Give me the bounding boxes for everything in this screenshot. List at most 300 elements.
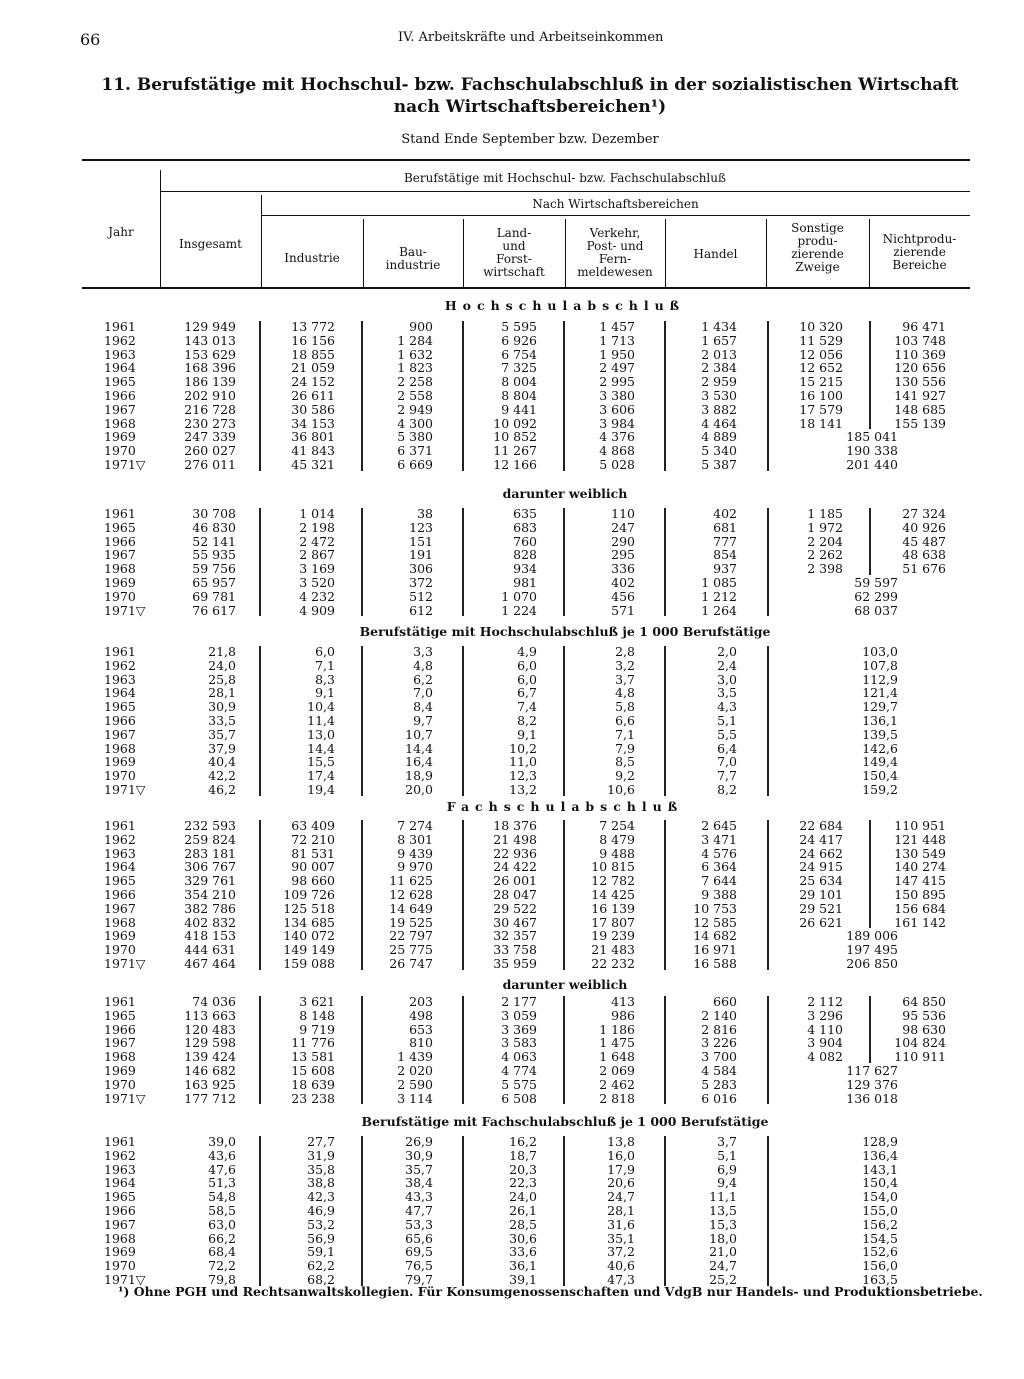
- table-cell: 146 682: [184, 1063, 236, 1078]
- table-cell: 139 424: [184, 1049, 236, 1065]
- table-cell: 43,3: [405, 1189, 433, 1205]
- table-cell: 1 457: [599, 319, 635, 334]
- header-jahr: Jahr: [108, 225, 134, 239]
- row-year: 1967: [104, 726, 136, 742]
- table-cell: 177 712: [184, 1090, 236, 1106]
- table-cell: 6,2: [413, 671, 433, 687]
- table-cell: 8 804: [501, 388, 537, 403]
- table-cell: 63 409: [291, 818, 335, 833]
- table-cell: 8 301: [397, 831, 433, 847]
- table-cell: 117 627: [846, 1063, 898, 1078]
- table-cell: 3,7: [717, 1134, 737, 1149]
- table-cell: 5,1: [717, 1147, 737, 1163]
- table-cell: 143 013: [184, 332, 236, 348]
- table-cell: 5,1: [717, 713, 737, 728]
- table-cell: 142,6: [862, 740, 898, 756]
- table-cell: 6,7: [517, 685, 537, 701]
- row-year: 1961: [104, 818, 136, 833]
- table-cell: 1 648: [599, 1049, 635, 1065]
- table-cell: 3 984: [599, 415, 635, 431]
- table-cell: 4 082: [807, 1049, 843, 1065]
- table-cell: 276 011: [184, 457, 236, 472]
- table-cell: 121,4: [862, 685, 898, 701]
- table-cell: 7,1: [315, 657, 335, 673]
- table-cell: 14,4: [307, 740, 335, 756]
- table-row: [0, 548, 1024, 562]
- table-cell: 24,7: [607, 1189, 635, 1205]
- table-cell: 828: [513, 547, 537, 563]
- table-cell: 3,5: [717, 685, 737, 701]
- row-year: 1966: [104, 1203, 136, 1218]
- table-cell: 7,1: [615, 726, 635, 742]
- row-year: 1961: [104, 506, 136, 521]
- table-cell: 2 069: [599, 1063, 635, 1078]
- row-year: 1965: [104, 519, 136, 535]
- table-cell: 5 387: [701, 457, 737, 472]
- table-cell: 9 439: [397, 845, 433, 861]
- row-year: 1964: [104, 360, 136, 376]
- table-cell: 11 776: [291, 1035, 335, 1051]
- table-cell: 12 166: [493, 457, 537, 472]
- table-cell: 22 936: [493, 845, 537, 861]
- table-cell: 2 995: [599, 374, 635, 390]
- running-head: IV. Arbeitskräfte und Arbeitseinkommen: [398, 30, 664, 45]
- row-year: 1970: [104, 1258, 136, 1274]
- table-cell: 120 483: [184, 1021, 236, 1037]
- row-year: 1968: [104, 1230, 136, 1246]
- table-cell: 7 254: [599, 818, 635, 833]
- table-cell: 4,8: [413, 657, 433, 673]
- section-title: Fachschulabschluß: [446, 799, 684, 814]
- table-cell: 79,7: [405, 1272, 433, 1287]
- table-cell: 74 036: [192, 994, 236, 1009]
- row-year: 1962: [104, 1147, 136, 1163]
- table-cell: 201 440: [846, 457, 898, 472]
- table-cell: 16 971: [693, 942, 737, 958]
- table-row: [0, 521, 1024, 535]
- table-cell: 653: [409, 1021, 433, 1037]
- table-cell: 63,0: [208, 1216, 236, 1232]
- table-cell: 6 926: [501, 332, 537, 348]
- table-cell: 17 579: [799, 401, 843, 417]
- table-cell: 59 756: [192, 561, 236, 577]
- table-cell: 190 338: [846, 443, 898, 459]
- table-cell: 20,3: [509, 1161, 537, 1177]
- table-cell: 35,7: [405, 1161, 433, 1177]
- table-cell: 10 092: [493, 415, 537, 431]
- table-cell: 22 797: [389, 928, 433, 944]
- table-cell: 136 018: [846, 1090, 898, 1106]
- table-cell: 203: [409, 994, 433, 1009]
- table-cell: 206 850: [846, 956, 898, 971]
- table-cell: 3 583: [501, 1035, 537, 1051]
- header-bottom-rule: [82, 287, 970, 289]
- header-verkehr: Verkehr, Post- und Fern- meldewesen: [577, 226, 653, 279]
- table-cell: 72 210: [291, 831, 335, 847]
- table-cell: 2 959: [701, 374, 737, 390]
- table-cell: 18,9: [405, 768, 433, 784]
- table-cell: 16 139: [591, 900, 635, 916]
- table-cell: 456: [611, 588, 635, 604]
- table-cell: 10 815: [591, 859, 635, 875]
- header-top-rule: [82, 159, 970, 161]
- table-cell: 444 631: [184, 942, 236, 958]
- table-cell: 65,6: [405, 1230, 433, 1246]
- table-cell: 150 895: [894, 887, 946, 902]
- table-cell: 155 139: [894, 415, 946, 431]
- table-cell: 7,4: [517, 699, 537, 715]
- row-year: 1967: [104, 401, 136, 417]
- table-cell: 33 758: [493, 942, 537, 958]
- table-row: [0, 320, 1024, 334]
- row-year: 1967: [104, 900, 136, 916]
- table-cell: 29 101: [799, 887, 843, 902]
- table-cell: 24 915: [799, 859, 843, 875]
- table-cell: 6,9: [717, 1161, 737, 1177]
- table-row: [0, 458, 1024, 472]
- table-cell: 168 396: [184, 360, 236, 376]
- table-cell: 24,0: [509, 1189, 537, 1205]
- table-cell: 13,2: [509, 782, 537, 797]
- row-year: 1968: [104, 415, 136, 431]
- row-year: 1969: [104, 1063, 136, 1078]
- table-cell: 8 479: [599, 831, 635, 847]
- table-cell: 76 617: [192, 602, 236, 618]
- table-cell: 981: [513, 575, 537, 590]
- table-cell: 810: [409, 1035, 433, 1051]
- table-cell: 7 644: [701, 873, 737, 889]
- table-cell: 159,2: [862, 782, 898, 797]
- table-cell: 3 471: [701, 831, 737, 847]
- table-cell: 1 950: [599, 346, 635, 362]
- table-cell: 4 868: [599, 443, 635, 459]
- table-cell: 4,3: [717, 699, 737, 715]
- table-cell: 21,0: [709, 1244, 737, 1260]
- table-row: [0, 1135, 1024, 1149]
- table-cell: 38,4: [405, 1175, 433, 1191]
- header-subgroup: Nach Wirtschaftsbereichen: [532, 197, 699, 211]
- table-cell: 3,3: [413, 644, 433, 659]
- row-year: 1966: [104, 887, 136, 902]
- table-cell: 8,3: [315, 671, 335, 687]
- table-cell: 17,4: [307, 768, 335, 784]
- table-cell: 6 371: [397, 443, 433, 459]
- table-cell: 21 483: [591, 942, 635, 958]
- header-land: Land- und Forst- wirtschaft: [483, 226, 545, 279]
- header-nichtprod: Nichtprodu- zierende Bereiche: [882, 232, 957, 272]
- table-cell: 10 320: [799, 319, 843, 334]
- table-cell: 5,8: [615, 699, 635, 715]
- table-cell: 2 262: [807, 547, 843, 563]
- table-cell: 155,0: [862, 1203, 898, 1218]
- table-row: [0, 334, 1024, 348]
- table-cell: 40 926: [902, 519, 946, 535]
- row-year: 1962: [104, 831, 136, 847]
- table-cell: 6 016: [701, 1090, 737, 1106]
- table-cell: 22 232: [591, 956, 635, 971]
- table-cell: 103 748: [894, 332, 946, 348]
- table-cell: 107,8: [862, 657, 898, 673]
- table-cell: 9,1: [517, 726, 537, 742]
- table-row: [0, 507, 1024, 521]
- table-cell: 90 007: [291, 859, 335, 875]
- table-cell: 25 634: [799, 873, 843, 889]
- table-row: [0, 1149, 1024, 1163]
- table-cell: 21 498: [493, 831, 537, 847]
- table-cell: 24 422: [493, 859, 537, 875]
- table-cell: 141 927: [894, 388, 946, 403]
- table-cell: 306: [409, 561, 433, 577]
- table-row: [0, 888, 1024, 902]
- table-cell: 14 649: [389, 900, 433, 916]
- table-cell: 26 747: [389, 956, 433, 971]
- table-cell: 28 047: [493, 887, 537, 902]
- header-subgroup-rule: [261, 215, 970, 216]
- table-cell: 62 299: [854, 588, 898, 604]
- table-cell: 2 818: [599, 1090, 635, 1106]
- table-cell: 46 830: [192, 519, 236, 535]
- table-cell: 3 226: [701, 1035, 737, 1051]
- table-cell: 45 487: [902, 533, 946, 549]
- table-cell: 81 531: [291, 845, 335, 861]
- row-year: 1962: [104, 332, 136, 348]
- table-cell: 6,0: [517, 657, 537, 673]
- table-cell: 3 114: [397, 1090, 433, 1106]
- table-cell: 11 625: [389, 873, 433, 889]
- table-cell: 7 325: [501, 360, 537, 376]
- table-cell: 354 210: [184, 887, 236, 902]
- table-cell: 151: [409, 533, 433, 549]
- table-cell: 59 597: [854, 575, 898, 590]
- table-cell: 110 951: [894, 818, 946, 833]
- table-cell: 402: [611, 575, 635, 590]
- table-cell: 12,3: [509, 768, 537, 784]
- table-cell: 72,2: [208, 1258, 236, 1274]
- table-cell: 15,5: [307, 754, 335, 770]
- table-cell: 30 708: [192, 506, 236, 521]
- table-cell: 329 761: [184, 873, 236, 889]
- row-year: 1963: [104, 845, 136, 861]
- table-cell: 110: [611, 506, 635, 521]
- table-cell: 247 339: [184, 429, 236, 445]
- table-cell: 2 204: [807, 533, 843, 549]
- table-cell: 35,8: [307, 1161, 335, 1177]
- header-sonstige: Sonstige produ- zierende Zweige: [791, 221, 844, 274]
- row-year: 1965: [104, 873, 136, 889]
- table-cell: 53,3: [405, 1216, 433, 1232]
- table-cell: 24 417: [799, 831, 843, 847]
- table-cell: 2 020: [397, 1063, 433, 1078]
- table-cell: 121 448: [894, 831, 946, 847]
- table-cell: 3 882: [701, 401, 737, 417]
- table-cell: 2 177: [501, 994, 537, 1009]
- row-year: 1969: [104, 575, 136, 590]
- table-cell: 4 232: [299, 588, 335, 604]
- table-cell: 2 398: [807, 561, 843, 577]
- table-cell: 3 059: [501, 1007, 537, 1023]
- table-cell: 38,8: [307, 1175, 335, 1191]
- table-cell: 937: [713, 561, 737, 577]
- table-cell: 18 141: [799, 415, 843, 431]
- row-year: 1961: [104, 644, 136, 659]
- table-cell: 512: [409, 588, 433, 604]
- table-cell: 110 911: [894, 1049, 946, 1065]
- page-number: 66: [80, 30, 101, 49]
- table-cell: 19 239: [591, 928, 635, 944]
- table-cell: 26 001: [493, 873, 537, 889]
- table-cell: 134 685: [283, 914, 335, 930]
- table-cell: 8,2: [517, 713, 537, 728]
- table-cell: 1 439: [397, 1049, 433, 1065]
- table-cell: 20,0: [405, 782, 433, 797]
- table-cell: 259 824: [184, 831, 236, 847]
- table-cell: 10,4: [307, 699, 335, 715]
- table-cell: 290: [611, 533, 635, 549]
- table-cell: 1 070: [501, 588, 537, 604]
- table-cell: 7,0: [413, 685, 433, 701]
- table-cell: 35 959: [493, 956, 537, 971]
- row-year: 1970: [104, 588, 136, 604]
- table-cell: 62,2: [307, 1258, 335, 1274]
- table-cell: 197 495: [846, 942, 898, 958]
- table-cell: 8 004: [501, 374, 537, 390]
- table-cell: 125 518: [283, 900, 335, 916]
- table-cell: 5 380: [397, 429, 433, 445]
- table-cell: 1 185: [807, 506, 843, 521]
- row-year: 1971▽: [104, 956, 146, 971]
- table-cell: 26,1: [509, 1203, 537, 1218]
- table-cell: 38: [417, 506, 433, 521]
- table-cell: 413: [611, 994, 635, 1009]
- section-title: Hochschulabschluß: [444, 298, 686, 313]
- table-cell: 30 586: [291, 401, 335, 417]
- table-cell: 402 832: [184, 914, 236, 930]
- table-row: [0, 1078, 1024, 1092]
- row-year: 1962: [104, 657, 136, 673]
- table-cell: 5 028: [599, 457, 635, 472]
- table-cell: 22 684: [799, 818, 843, 833]
- table-cell: 68 037: [854, 602, 898, 618]
- table-cell: 3 530: [701, 388, 737, 403]
- row-year: 1971▽: [104, 457, 146, 472]
- row-year: 1967: [104, 547, 136, 563]
- table-cell: 1 212: [701, 588, 737, 604]
- table-cell: 2 384: [701, 360, 737, 376]
- table-cell: 10 753: [693, 900, 737, 916]
- table-cell: 2 140: [701, 1007, 737, 1023]
- table-cell: 186 139: [184, 374, 236, 390]
- table-cell: 247: [611, 519, 635, 535]
- row-year: 1968: [104, 1049, 136, 1065]
- table-cell: 129 376: [846, 1076, 898, 1092]
- table-cell: 129 949: [184, 319, 236, 334]
- table-cell: 4 909: [299, 602, 335, 618]
- table-cell: 5 595: [501, 319, 537, 334]
- table-cell: 16,0: [607, 1147, 635, 1163]
- table-cell: 18 639: [291, 1076, 335, 1092]
- table-cell: 54,8: [208, 1189, 236, 1205]
- table-cell: 11,4: [307, 713, 335, 728]
- table-cell: 9 388: [701, 887, 737, 902]
- table-cell: 25 775: [389, 942, 433, 958]
- table-row: [0, 389, 1024, 403]
- table-cell: 2,4: [717, 657, 737, 673]
- table-cell: 14,4: [405, 740, 433, 756]
- table-cell: 30,9: [405, 1147, 433, 1163]
- table-cell: 30 467: [493, 914, 537, 930]
- table-cell: 1 475: [599, 1035, 635, 1051]
- table-cell: 109 726: [283, 887, 335, 902]
- table-cell: 147 415: [894, 873, 946, 889]
- table-cell: 15 215: [799, 374, 843, 390]
- table-cell: 163 925: [184, 1076, 236, 1092]
- table-cell: 11 267: [493, 443, 537, 459]
- table-cell: 18 855: [291, 346, 335, 362]
- table-cell: 154,5: [862, 1230, 898, 1246]
- table-cell: 382 786: [184, 900, 236, 916]
- table-cell: 66,2: [208, 1230, 236, 1246]
- table-cell: 140 274: [894, 859, 946, 875]
- footnote: ¹) Ohne PGH und Rechtsanwaltskollegien. Für Konsumgenossenschaften und VdgB nur Handels- und Produktionsbetriebe.: [118, 1284, 983, 1299]
- table-cell: 2 462: [599, 1076, 635, 1092]
- table-cell: 2 112: [807, 994, 843, 1009]
- table-cell: 4 376: [599, 429, 635, 445]
- table-cell: 6 364: [701, 859, 737, 875]
- table-cell: 660: [713, 994, 737, 1009]
- table-cell: 1 632: [397, 346, 433, 362]
- table-row: [0, 1218, 1024, 1232]
- table-cell: 13,0: [307, 726, 335, 742]
- row-year: 1964: [104, 859, 136, 875]
- table-cell: 3 296: [807, 1007, 843, 1023]
- row-year: 1968: [104, 561, 136, 577]
- table-cell: 571: [611, 602, 635, 618]
- table-cell: 3 621: [299, 994, 335, 1009]
- table-cell: 4 576: [701, 845, 737, 861]
- table-cell: 130 556: [894, 374, 946, 390]
- table-row: [0, 833, 1024, 847]
- table-cell: 150,4: [862, 768, 898, 784]
- row-year: 1967: [104, 1216, 136, 1232]
- table-cell: 2,0: [717, 644, 737, 659]
- table-cell: 9 970: [397, 859, 433, 875]
- table-cell: 123: [409, 519, 433, 535]
- row-year: 1961: [104, 994, 136, 1009]
- table-cell: 22,3: [509, 1175, 537, 1191]
- table-cell: 69,5: [405, 1244, 433, 1260]
- row-year: 1961: [104, 1134, 136, 1149]
- table-cell: 33,5: [208, 713, 236, 728]
- table-cell: 37,2: [607, 1244, 635, 1260]
- table-cell: 3 169: [299, 561, 335, 577]
- table-cell: 36 801: [291, 429, 335, 445]
- row-year: 1969: [104, 1244, 136, 1260]
- table-row: [0, 1064, 1024, 1078]
- section-title: darunter weiblich: [502, 486, 628, 501]
- table-cell: 3 700: [701, 1049, 737, 1065]
- table-cell: 24 152: [291, 374, 335, 390]
- table-cell: 854: [713, 547, 737, 563]
- table-cell: 295: [611, 547, 635, 563]
- table-cell: 43,6: [208, 1147, 236, 1163]
- section-title: Berufstätige mit Fachschulabschluß je 1 000 Berufstätige: [361, 1114, 769, 1129]
- row-year: 1971▽: [104, 782, 146, 797]
- table-cell: 42,3: [307, 1189, 335, 1205]
- table-cell: 2 258: [397, 374, 433, 390]
- table-cell: 153 629: [184, 346, 236, 362]
- table-cell: 95 536: [902, 1007, 946, 1023]
- table-cell: 46,2: [208, 782, 236, 797]
